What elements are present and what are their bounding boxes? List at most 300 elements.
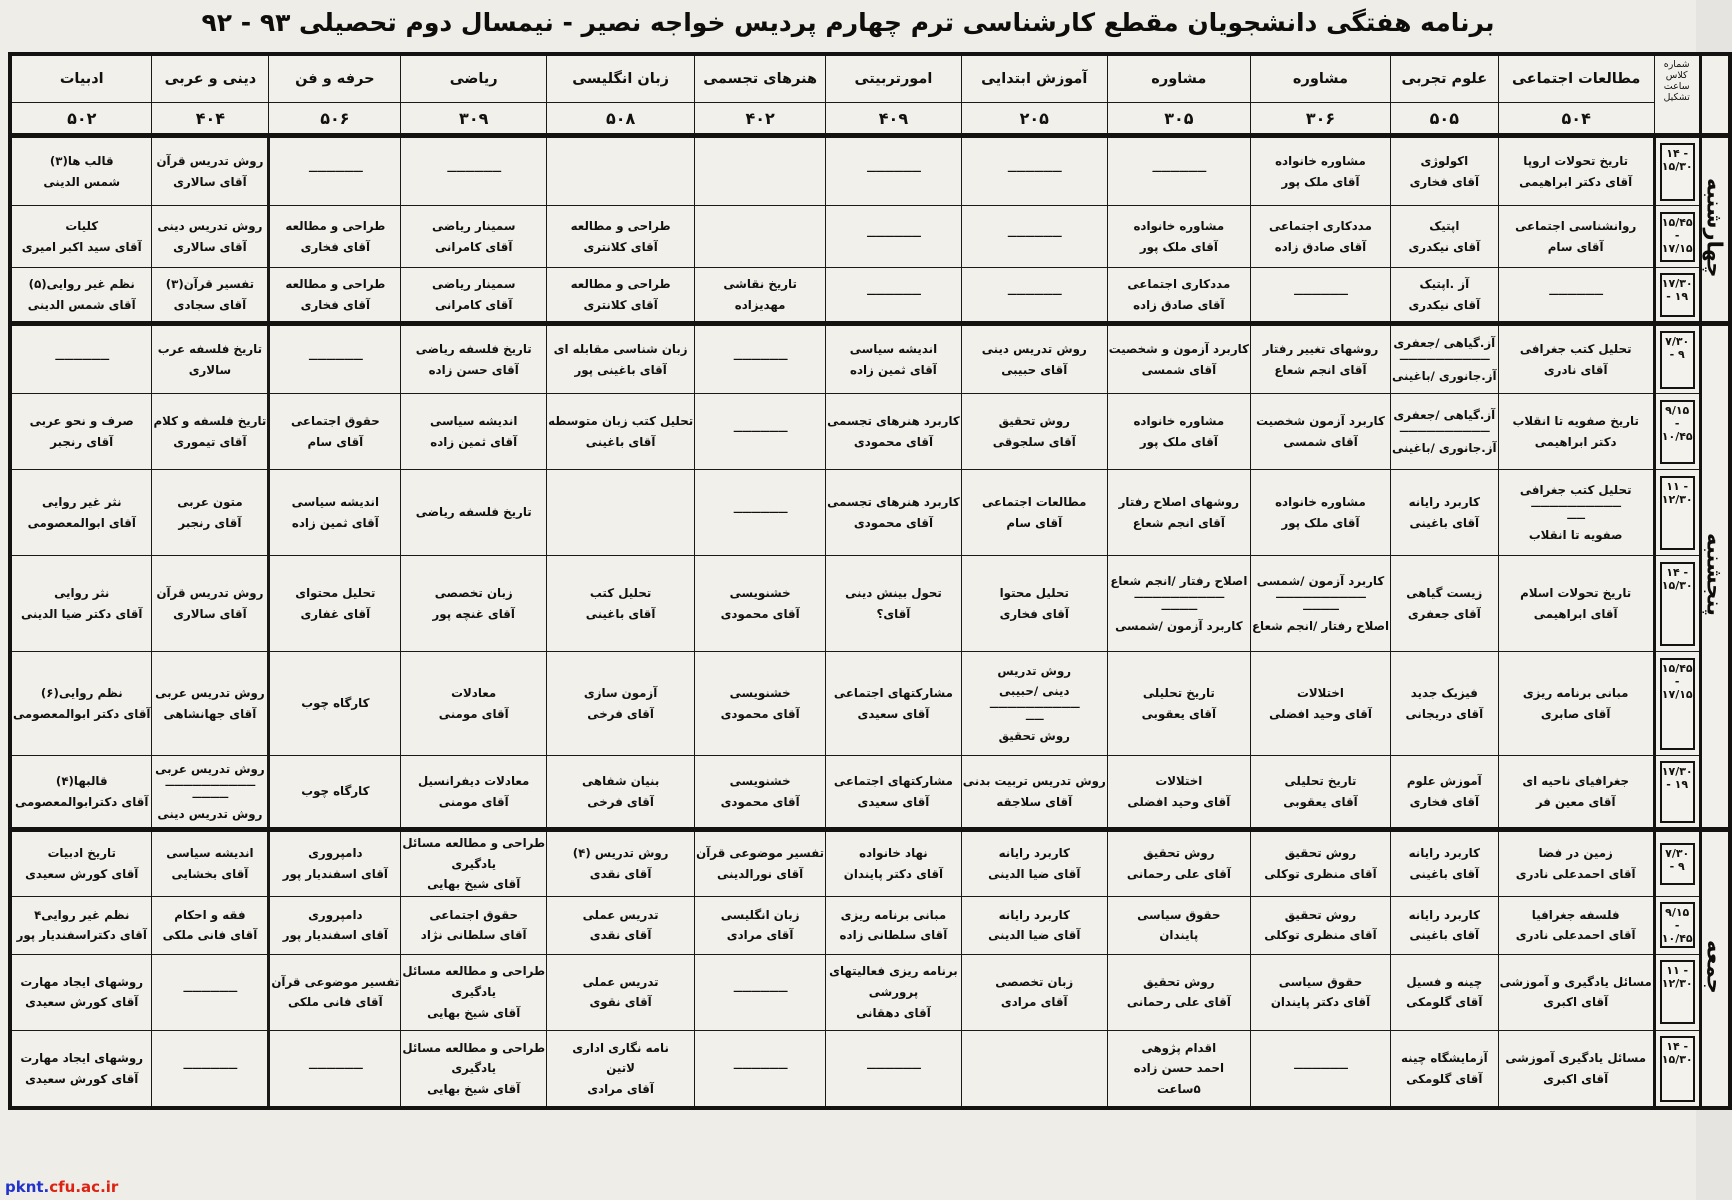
schedule-cell bbox=[1498, 652, 1654, 756]
cell-line: آقای محمودی bbox=[853, 434, 933, 449]
cell-line: روش تحقیق bbox=[1143, 974, 1215, 989]
cell-line: آقای ثمین زاده bbox=[291, 515, 379, 530]
cell-line: تحول بینش دینی bbox=[845, 585, 942, 600]
cell-line: آقای فرخی bbox=[587, 794, 654, 809]
cell-line: آقای سجادی bbox=[173, 297, 247, 312]
cell-line: کاربرد آزمون /شمسی bbox=[1115, 618, 1243, 633]
time-slot bbox=[1654, 268, 1700, 324]
cell-line: کاربرد رایانه bbox=[1408, 846, 1480, 861]
time-text: ۷/۳۰ - ۹ bbox=[1665, 846, 1690, 873]
schedule-cell bbox=[547, 756, 695, 830]
cell-line: کارگاه چوب bbox=[301, 784, 370, 799]
schedule-cell bbox=[401, 896, 547, 954]
schedule-cell bbox=[1391, 394, 1499, 470]
schedule-cell bbox=[1107, 324, 1250, 394]
dash-line: —————— bbox=[733, 986, 788, 998]
cell-line: آزمایشگاه چینه bbox=[1400, 1051, 1488, 1066]
cell-line: دکتر ابراهیمی bbox=[1534, 434, 1617, 449]
cell-line: آقای مومنی bbox=[438, 706, 509, 721]
schedule-cell bbox=[547, 1030, 695, 1108]
schedule-cell bbox=[401, 756, 547, 830]
day-column-header bbox=[1700, 54, 1730, 136]
schedule-cell bbox=[1107, 136, 1250, 206]
cell-line: کاربرد رایانه bbox=[998, 846, 1070, 861]
time-box bbox=[1660, 143, 1695, 201]
schedule-cell bbox=[1107, 830, 1250, 897]
cell-line: حقوق اجتماعی bbox=[429, 907, 519, 922]
time-slot bbox=[1654, 954, 1700, 1030]
schedule-cell bbox=[1391, 652, 1499, 756]
schedule-cell bbox=[1498, 556, 1654, 652]
cell-line: اندیشه سیاسی bbox=[291, 494, 380, 509]
schedule-cell bbox=[1250, 652, 1390, 756]
column-header-name: مطالعات اجتماعی bbox=[1498, 54, 1654, 103]
column-header-name: هنرهای تجسمی bbox=[695, 54, 826, 103]
schedule-row bbox=[10, 470, 1730, 556]
dash-line: —— bbox=[1566, 512, 1585, 524]
cell-line: متون عربی bbox=[177, 494, 243, 509]
schedule-cell bbox=[1391, 206, 1499, 268]
weekly-schedule-table bbox=[8, 52, 1732, 1110]
cell-line: آقای رنجبر bbox=[50, 434, 114, 449]
cell-line: آقای محمودی bbox=[720, 606, 800, 621]
cell-line: احمد حسن زاده bbox=[1133, 1061, 1225, 1076]
cell-line: آقای سام bbox=[1547, 239, 1604, 254]
cell-line: مشارکتهای اجتماعی bbox=[833, 773, 953, 788]
schedule-cell bbox=[401, 830, 547, 897]
schedule-cell bbox=[269, 652, 401, 756]
cell-line: برنامه ریزی فعالیتهای bbox=[829, 964, 958, 979]
schedule-cell bbox=[1250, 324, 1390, 394]
cell-line: آقای مومنی bbox=[438, 794, 509, 809]
cell-line: اندیشه سیاسی bbox=[166, 846, 254, 861]
schedule-cell bbox=[401, 268, 547, 324]
cell-line: آقای رنجبر bbox=[178, 515, 242, 530]
cell-line: روشهای ایجاد مهارت bbox=[20, 1051, 144, 1066]
cell-line: تفسیر موضوعی قرآن bbox=[696, 846, 825, 861]
cell-line: فیزیک جدید bbox=[1410, 685, 1478, 700]
schedule-cell bbox=[152, 896, 269, 954]
column-header-code: ۵۰۴ bbox=[1498, 103, 1654, 136]
schedule-cell bbox=[152, 830, 269, 897]
schedule-cell bbox=[695, 756, 826, 830]
schedule-cell bbox=[826, 954, 962, 1030]
cell-line: کاربرد رایانه bbox=[1408, 494, 1480, 509]
time-text: ۱۷/۳۰ - ۱۹ bbox=[1661, 276, 1693, 303]
schedule-cell bbox=[1250, 394, 1390, 470]
time-slot bbox=[1654, 896, 1700, 954]
dash-line: —————————— bbox=[1133, 591, 1224, 603]
cell-line: آقای شمسی bbox=[1141, 362, 1217, 377]
time-slot bbox=[1654, 756, 1700, 830]
cell-line: سالاری bbox=[188, 362, 232, 377]
dash-line: ———— bbox=[1302, 603, 1339, 615]
schedule-cell bbox=[401, 394, 547, 470]
header-row-codes bbox=[10, 103, 1730, 136]
cell-line: آقای کلانتری bbox=[583, 239, 658, 254]
schedule-cell bbox=[961, 268, 1107, 324]
cell-line: روش تدریس قرآن bbox=[156, 153, 264, 168]
schedule-cell bbox=[547, 556, 695, 652]
cell-line: آقای کامرانی bbox=[434, 297, 513, 312]
schedule-cell bbox=[1107, 896, 1250, 954]
schedule-cell bbox=[1498, 470, 1654, 556]
cell-line: روش تحقیق bbox=[1143, 846, 1215, 861]
schedule-cell bbox=[1391, 268, 1499, 324]
cell-line: روشهای ایجاد مهارت bbox=[20, 974, 144, 989]
dash-line: —————— bbox=[1293, 288, 1348, 300]
schedule-cell bbox=[961, 652, 1107, 756]
cell-line: مشاوره خانواده bbox=[1133, 413, 1225, 428]
dash-line: —————————— bbox=[1275, 591, 1366, 603]
schedule-cell bbox=[1107, 556, 1250, 652]
cell-line: زبان تخصصی bbox=[434, 585, 513, 600]
cell-line: زمین در فضا bbox=[1538, 846, 1613, 861]
cell-line: آقای سعیدی bbox=[857, 706, 930, 721]
dash-line: —————— bbox=[308, 353, 363, 365]
dash-line: —————— bbox=[866, 1062, 921, 1074]
cell-line: طراحی و مطالعه bbox=[570, 276, 671, 291]
cell-line: آقای فخاری bbox=[300, 297, 371, 312]
schedule-cell bbox=[401, 206, 547, 268]
schedule-cell bbox=[1250, 954, 1390, 1030]
column-header-name: ریاضی bbox=[401, 54, 547, 103]
schedule-cell bbox=[1391, 556, 1499, 652]
cell-line: آقای وحید افضلی bbox=[1127, 794, 1231, 809]
time-text: ۱۱ - ۱۲/۳۰ bbox=[1661, 964, 1693, 991]
cell-line: روش تدریس دینی bbox=[157, 218, 263, 233]
dash-line: —————— bbox=[1548, 288, 1603, 300]
cell-line: آقای فخاری bbox=[999, 606, 1069, 621]
schedule-cell bbox=[1107, 394, 1250, 470]
schedule-row bbox=[10, 652, 1730, 756]
dash-line: —————— bbox=[1007, 288, 1062, 300]
schedule-cell bbox=[547, 470, 695, 556]
schedule-cell bbox=[10, 652, 152, 756]
cell-line: آقای معین فر bbox=[1535, 794, 1616, 809]
column-header-code: ۵۰۸ bbox=[547, 103, 695, 136]
cell-line: آقای ملک پور bbox=[1281, 515, 1360, 530]
day-label: پنجشنبه bbox=[1702, 533, 1727, 616]
cell-line: آقای دکترابوالمعصومی bbox=[15, 794, 149, 809]
cell-line: آقای غنچه پور bbox=[432, 606, 515, 621]
schedule-row bbox=[10, 136, 1730, 206]
cell-line: آقای یعقوبی bbox=[1283, 794, 1358, 809]
time-text: ۹/۱۵ - ۱۰/۴۵ bbox=[1661, 403, 1693, 443]
cell-line: آقای مرادی bbox=[1000, 995, 1068, 1010]
cell-line: دینی /حبیبی bbox=[998, 684, 1070, 699]
schedule-cell bbox=[826, 556, 962, 652]
cell-line: خشنویسی bbox=[729, 773, 791, 788]
cell-line: اکولوژی bbox=[1420, 153, 1469, 168]
cell-line: ۵ساعت bbox=[1156, 1081, 1201, 1096]
cell-line: اختلالات bbox=[1155, 773, 1203, 788]
cell-line: سمینار ریاضی bbox=[431, 218, 516, 233]
schedule-cell bbox=[547, 136, 695, 206]
schedule-cell bbox=[961, 756, 1107, 830]
time-text: ۱۴ - ۱۵/۳۰ bbox=[1661, 1039, 1693, 1066]
cell-line: دامپروری bbox=[308, 907, 363, 922]
time-box bbox=[1660, 331, 1695, 389]
cell-line: آقای محمودی bbox=[720, 794, 800, 809]
schedule-cell bbox=[10, 268, 152, 324]
cell-line: آقای نقدی bbox=[589, 928, 652, 943]
column-header-code: ۴۰۲ bbox=[695, 103, 826, 136]
cell-line: آقای دکتر پایندان bbox=[1270, 995, 1371, 1010]
cell-line: طراحی و مطالعه bbox=[570, 218, 671, 233]
schedule-cell bbox=[695, 652, 826, 756]
schedule-cell bbox=[1498, 394, 1654, 470]
cell-line: آقای کورش سعیدی bbox=[25, 1071, 139, 1086]
day-label: چهارشنبه bbox=[1702, 177, 1727, 278]
schedule-cell bbox=[695, 954, 826, 1030]
schedule-cell bbox=[1391, 830, 1499, 897]
schedule-cell bbox=[1498, 268, 1654, 324]
time-slot bbox=[1654, 652, 1700, 756]
schedule-cell bbox=[10, 136, 152, 206]
schedule-cell bbox=[547, 268, 695, 324]
cell-line: تدریس عملی bbox=[582, 907, 659, 922]
time-slot bbox=[1654, 830, 1700, 897]
schedule-cell bbox=[269, 896, 401, 954]
schedule-cell bbox=[1250, 206, 1390, 268]
schedule-cell bbox=[401, 470, 547, 556]
watermark-prefix: pknt. bbox=[5, 1178, 50, 1196]
column-header-name: ادبیات bbox=[10, 54, 152, 103]
dash-line: —————— bbox=[1151, 165, 1206, 177]
dash-line: —————— bbox=[308, 1062, 363, 1074]
schedule-cell bbox=[1391, 470, 1499, 556]
watermark-domain: cfu.ac.ir bbox=[49, 1178, 119, 1196]
watermark bbox=[5, 1178, 118, 1196]
schedule-cell bbox=[547, 324, 695, 394]
schedule-cell bbox=[1498, 1030, 1654, 1108]
schedule-row bbox=[10, 830, 1730, 897]
schedule-cell bbox=[401, 954, 547, 1030]
schedule-cell bbox=[401, 324, 547, 394]
cell-line: آقای شیخ بهایی bbox=[427, 1005, 521, 1020]
cell-line: آقای ضیا الدینی bbox=[988, 928, 1081, 943]
time-box bbox=[1660, 960, 1695, 1024]
cell-line: آقای ملک پور bbox=[1281, 174, 1360, 189]
cell-line: کاربرد آزمون شخصیت bbox=[1256, 413, 1385, 428]
schedule-row bbox=[10, 954, 1730, 1030]
schedule-cell bbox=[961, 954, 1107, 1030]
cell-line: آقای سام bbox=[1006, 515, 1063, 530]
schedule-cell bbox=[269, 556, 401, 652]
schedule-cell bbox=[1107, 470, 1250, 556]
cell-line: یادگیری bbox=[451, 985, 497, 1000]
cell-line: طراحی و مطالعه مسائل bbox=[402, 836, 546, 850]
schedule-cell bbox=[1107, 268, 1250, 324]
schedule-cell bbox=[1391, 756, 1499, 830]
schedule-cell bbox=[152, 470, 269, 556]
cell-line: روش تحقیق bbox=[998, 728, 1070, 743]
dash-line: —————— bbox=[182, 1062, 237, 1074]
cell-line: آقای کورش سعیدی bbox=[25, 866, 139, 881]
time-box bbox=[1660, 212, 1695, 262]
cell-line: آقای کلانتری bbox=[583, 297, 658, 312]
cell-line: روش تحقیق bbox=[1284, 846, 1357, 861]
schedule-cell bbox=[269, 394, 401, 470]
cell-line: قالب ها(۳) bbox=[49, 153, 114, 168]
schedule-cell bbox=[1250, 830, 1390, 897]
class-number-header: شماره کلاس ساعت تشکیل bbox=[1654, 54, 1700, 136]
column-header-name: مشاوره bbox=[1250, 54, 1390, 103]
schedule-cell bbox=[695, 394, 826, 470]
schedule-cell bbox=[1107, 954, 1250, 1030]
time-box bbox=[1660, 1036, 1695, 1102]
schedule-cell bbox=[961, 136, 1107, 206]
cell-line: سمینار ریاضی bbox=[431, 276, 516, 291]
column-header-code: ۲۰۵ bbox=[961, 103, 1107, 136]
schedule-cell bbox=[695, 556, 826, 652]
cell-line: تاریخ صفویه تا انقلاب bbox=[1512, 413, 1639, 428]
schedule-cell bbox=[152, 136, 269, 206]
time-slot bbox=[1654, 206, 1700, 268]
schedule-cell bbox=[695, 268, 826, 324]
schedule-cell bbox=[1250, 896, 1390, 954]
cell-line: آز.گیاهی /جعفری bbox=[1393, 407, 1496, 422]
dash-line: —————— bbox=[733, 506, 788, 518]
schedule-cell bbox=[152, 268, 269, 324]
dash-line: —————————— bbox=[1530, 500, 1621, 512]
schedule-cell bbox=[269, 470, 401, 556]
schedule-cell bbox=[1498, 954, 1654, 1030]
dash-line: —————————— bbox=[1399, 353, 1490, 365]
cell-line: تحلیل کتب زبان متوسطه bbox=[548, 413, 694, 428]
cell-line: آقای نقوی bbox=[589, 995, 652, 1010]
dash-line: —————— bbox=[446, 165, 501, 177]
schedule-cell bbox=[826, 324, 962, 394]
cell-line: آقای نادری bbox=[1543, 362, 1608, 377]
cell-line: آقای سلجوقی bbox=[992, 434, 1076, 449]
cell-line: طراحی و مطالعه bbox=[285, 218, 386, 233]
dash-line: ———— bbox=[1160, 603, 1197, 615]
cell-line: آقای جهانشاهی bbox=[163, 706, 257, 721]
schedule-row bbox=[10, 394, 1730, 470]
cell-line: تفسیر موضوعی قرآن bbox=[271, 974, 400, 989]
column-header-name: زبان انگلیسی bbox=[547, 54, 695, 103]
cell-line: آقای احمدعلی نادری bbox=[1515, 866, 1636, 881]
cell-line: روش تدریس عربی bbox=[155, 685, 265, 700]
schedule-cell bbox=[1107, 756, 1250, 830]
cell-line: طراحی و مطالعه bbox=[285, 276, 386, 291]
cell-line: صرف و نحو عربی bbox=[29, 413, 134, 428]
cell-line: تاریخ فلسفه ریاضی bbox=[415, 341, 532, 356]
column-header-code: ۴۰۴ bbox=[152, 103, 269, 136]
cell-line: خشنویسی bbox=[729, 585, 791, 600]
schedule-cell bbox=[695, 1030, 826, 1108]
cell-line: مسائل یادگیری آموزشی bbox=[1505, 1051, 1647, 1066]
dash-line: —————————— bbox=[164, 779, 255, 791]
cell-line: نظم غیر روایی(۵) bbox=[28, 276, 135, 291]
cell-line: آقای گلومکی bbox=[1406, 1071, 1483, 1086]
cell-line: طراحی و مطالعه مسائل bbox=[402, 1040, 546, 1055]
schedule-cell bbox=[826, 1030, 962, 1108]
day-label-cell bbox=[1700, 830, 1730, 1109]
cell-line: روش تدریس عربی bbox=[155, 761, 265, 776]
cell-line: زبان انگلیسی bbox=[720, 907, 800, 922]
cell-line: تاریخ نقاشی bbox=[723, 276, 797, 291]
dash-line: —————— bbox=[733, 353, 788, 365]
schedule-cell bbox=[547, 830, 695, 897]
schedule-cell bbox=[269, 756, 401, 830]
schedule-cell bbox=[269, 136, 401, 206]
cell-line: مددکاری اجتماعی bbox=[1127, 276, 1231, 291]
column-header-code: ۵۰۲ bbox=[10, 103, 152, 136]
schedule-cell bbox=[826, 652, 962, 756]
schedule-cell bbox=[10, 470, 152, 556]
cell-line: بنیان شفاهی bbox=[581, 773, 660, 788]
dash-line: —— bbox=[1025, 713, 1044, 725]
cell-line: کاربرد آزمون /شمسی bbox=[1256, 573, 1385, 588]
cell-line: آقای نیکدری bbox=[1408, 297, 1481, 312]
day-label-cell bbox=[1700, 324, 1730, 830]
schedule-cell bbox=[826, 206, 962, 268]
cell-line: آقای وحید افضلی bbox=[1269, 706, 1372, 721]
cell-line: تاریخ ادبیات bbox=[47, 846, 116, 861]
cell-line: آقای نیکدری bbox=[1408, 239, 1481, 254]
schedule-cell bbox=[401, 136, 547, 206]
cell-line: مشاوره خانواده bbox=[1275, 153, 1366, 168]
time-text: ۱۵/۴۵ - ۱۷/۱۵ bbox=[1661, 661, 1693, 701]
cell-line: آقای دکتر پایندان bbox=[843, 866, 944, 881]
schedule-cell bbox=[269, 830, 401, 897]
cell-line: اختلالات bbox=[1297, 685, 1344, 700]
cell-line: طراحی و مطالعه مسائل bbox=[402, 964, 546, 979]
time-text: ۱۴ - ۱۵/۳۰ bbox=[1661, 565, 1693, 592]
dash-line: —————— bbox=[1007, 165, 1062, 177]
schedule-cell bbox=[10, 954, 152, 1030]
time-box bbox=[1660, 476, 1695, 550]
cell-line: آقای سام bbox=[307, 434, 364, 449]
cell-line: تاریخ تحلیلی bbox=[1284, 773, 1357, 788]
schedule-cell bbox=[961, 470, 1107, 556]
schedule-cell bbox=[401, 556, 547, 652]
cell-line: آقای شمسی bbox=[1283, 434, 1358, 449]
cell-line: تاریخ فلسفه ریاضی bbox=[415, 505, 532, 520]
schedule-cell bbox=[152, 206, 269, 268]
time-text: ۱۵/۴۵ - ۱۷/۱۵ bbox=[1661, 215, 1693, 255]
cell-line: روشهای اصلاح رفتار bbox=[1118, 494, 1240, 509]
schedule-cell bbox=[1391, 896, 1499, 954]
cell-line: آقای دکتر ضیا الدینی bbox=[20, 606, 143, 621]
cell-line: کاربرد آزمون و شخصیت bbox=[1108, 341, 1249, 356]
schedule-cell bbox=[152, 556, 269, 652]
cell-line: آقای باغینی bbox=[1409, 866, 1480, 881]
cell-line: نظم روایی(۶) bbox=[40, 685, 123, 700]
schedule-cell bbox=[695, 206, 826, 268]
cell-line: آقای باغینی bbox=[585, 434, 656, 449]
column-header-code: ۵۰۵ bbox=[1391, 103, 1499, 136]
cell-line: روانشناسی اجتماعی bbox=[1515, 218, 1637, 233]
cell-line: روش تدریس (۴) bbox=[572, 846, 669, 861]
schedule-cell bbox=[152, 756, 269, 830]
column-header-name: مشاوره bbox=[1107, 54, 1250, 103]
cell-line: نثر غیر روایی bbox=[41, 494, 122, 509]
cell-line: زیست گیاهی bbox=[1406, 585, 1483, 600]
cell-line: آقای صادق زاده bbox=[1133, 297, 1225, 312]
schedule-cell bbox=[1250, 136, 1390, 206]
cell-line: یادگیری bbox=[451, 1061, 497, 1076]
schedule-cell bbox=[1498, 756, 1654, 830]
schedule-cell bbox=[269, 206, 401, 268]
cell-line: کاربرد رایانه bbox=[998, 907, 1070, 922]
cell-line: تاریخ تحولات اسلام bbox=[1520, 585, 1632, 600]
time-text: ۱۴ - ۱۵/۳۰ bbox=[1661, 146, 1693, 173]
cell-line: اصلاح رفتار /انجم شعاع bbox=[1110, 573, 1248, 588]
